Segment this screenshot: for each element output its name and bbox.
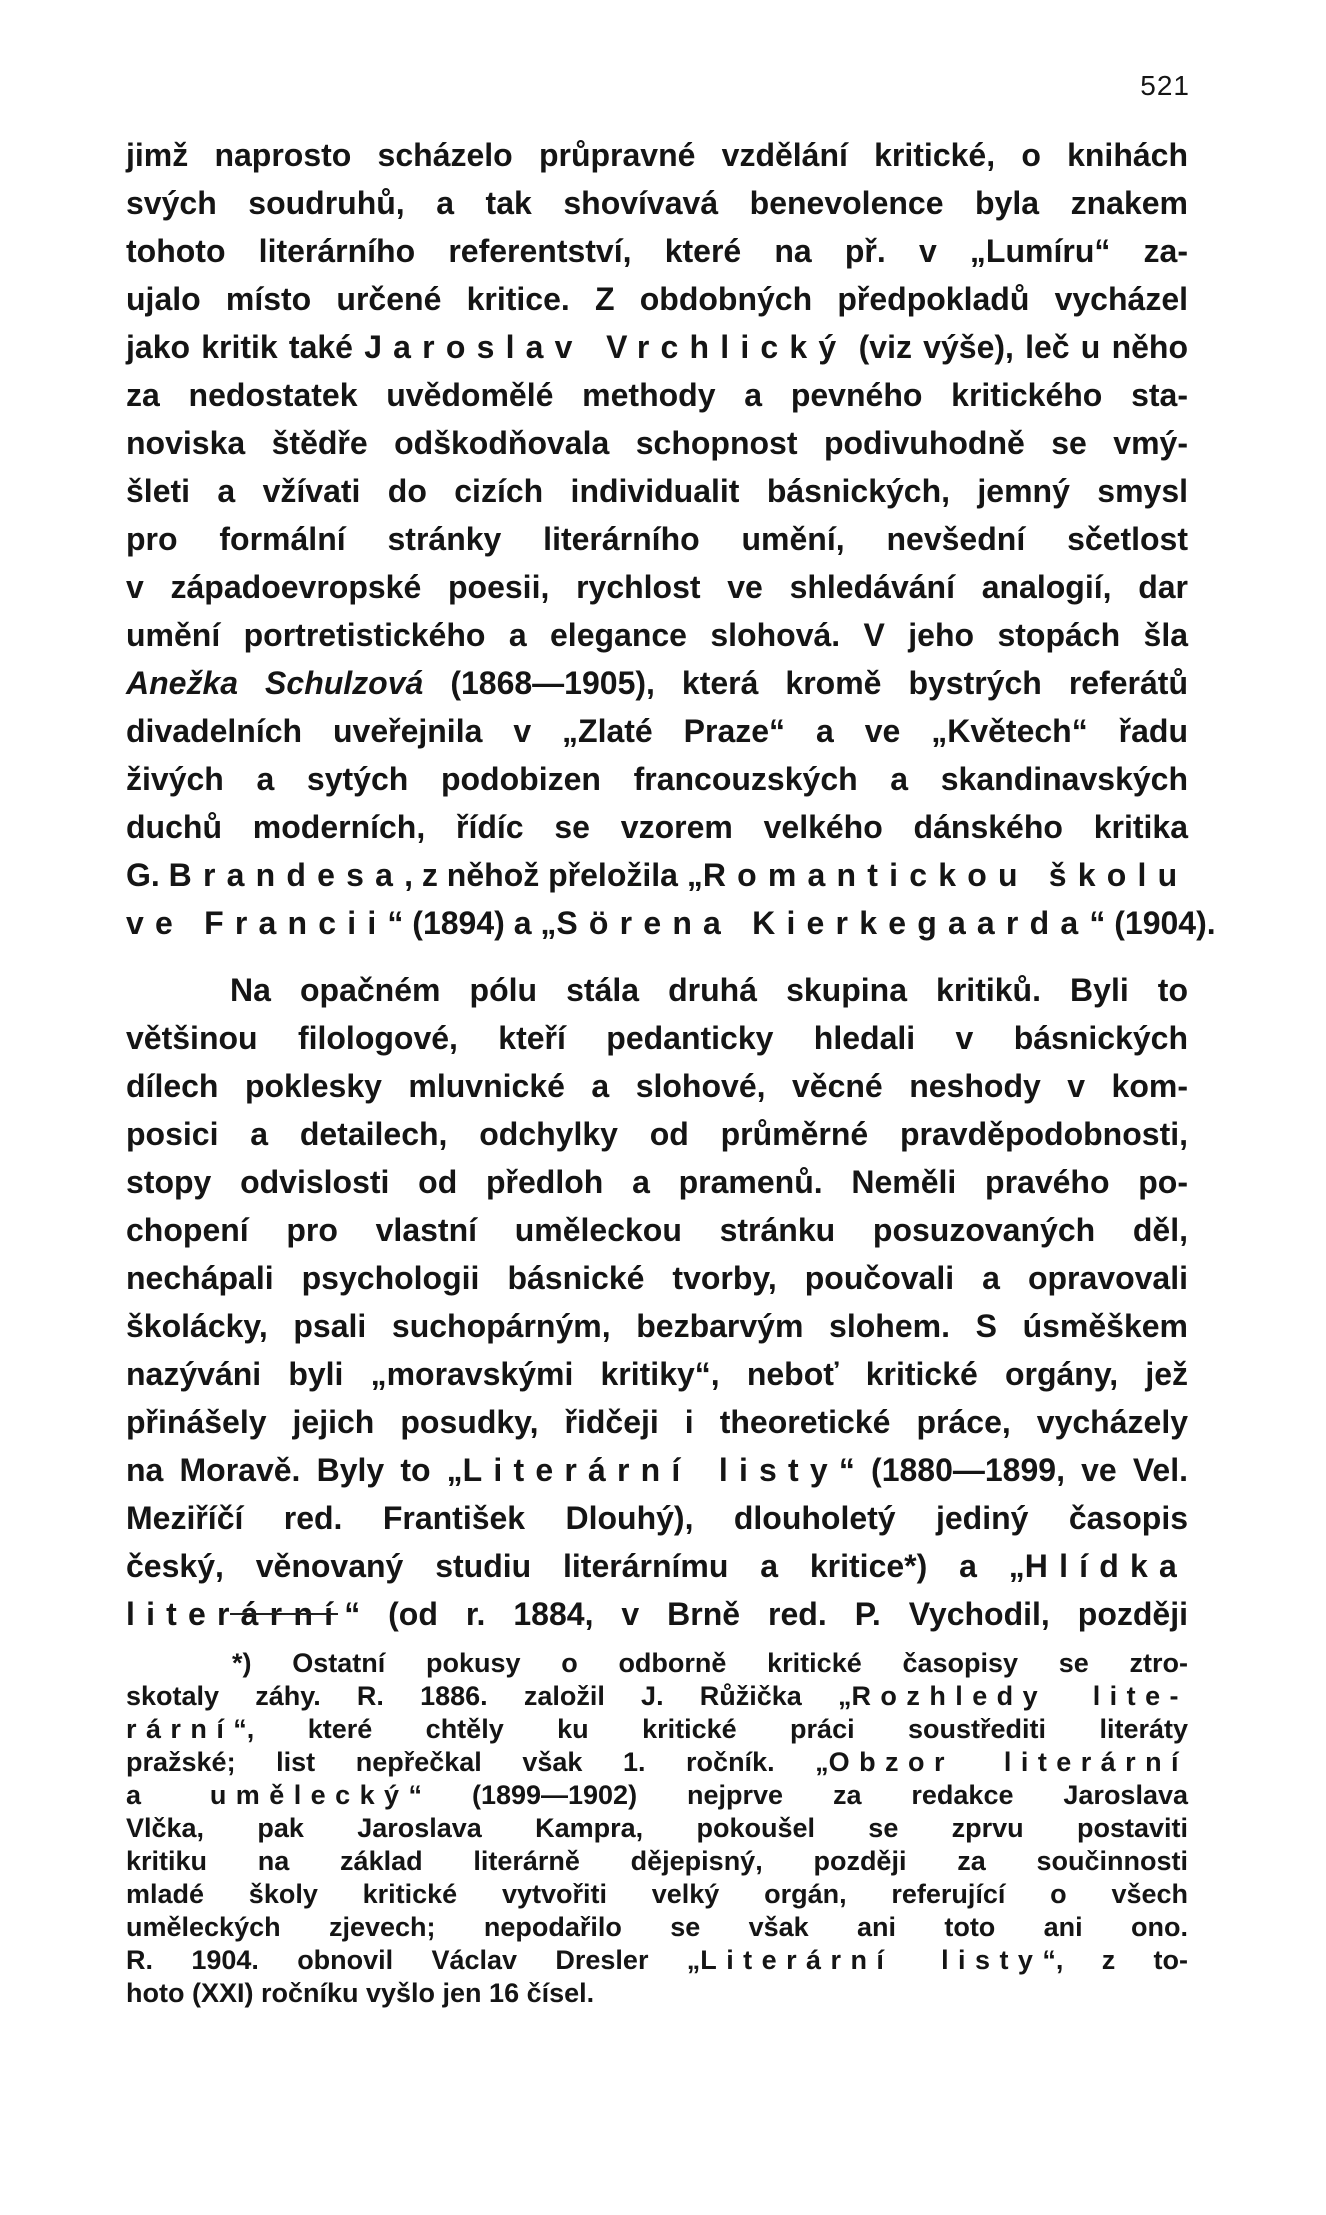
text-line: dílech poklesky mluvnické a slohové, věcné neshody v kom- <box>126 1068 1188 1104</box>
text-segment: G. <box>126 857 169 893</box>
footnote-line <box>126 1680 1188 1713</box>
text-line: duchů moderních, řídíc se vzorem velkého dánského kritika <box>126 809 1188 845</box>
text-segment: “ (1894) a „ <box>387 905 557 941</box>
spaced-title: Obzor literární <box>828 1747 1189 1777</box>
footnote-line: uměleckých zjevech; nepodařilo se však ani toto ani ono. <box>126 1912 1188 1942</box>
text-line: chopení pro vlastní uměleckou stránku posuzovaných děl, <box>126 1212 1188 1248</box>
spaced-title: Romantickou školu <box>702 857 1189 893</box>
text-line: nechápali psychologii básnické tvorby, poučovali a opravovali <box>126 1260 1188 1296</box>
text-line: nazýváni byli „moravskými kritiky“, neboť kritické orgány, jež <box>126 1356 1188 1392</box>
spaced-title: Sörena Kierkegaarda <box>556 905 1090 941</box>
text-segment: jako kritik také <box>126 329 365 365</box>
text-line: stopy odvislosti od předloh a pramenů. Neměli pravého po- <box>126 1164 1188 1200</box>
text-segment: “, které chtěly ku kritické práci soustřediti literáty <box>233 1714 1188 1744</box>
text-segment: “ (1880—1899, ve Vel. <box>838 1452 1189 1488</box>
text-segment: český, věnovaný studiu literárnímu a kritice*) a „ <box>126 1548 1025 1584</box>
text-segment: na Moravě. Byly to „ <box>126 1452 463 1488</box>
spaced-title: a umělecký <box>126 1780 409 1810</box>
text-line: Meziříčí red. František Dlouhý), dlouholetý jediný časopis <box>126 1500 1188 1536</box>
footnote-line <box>126 1779 1188 1812</box>
text-line: za nedostatek uvědomělé methody a pevného kritického sta- <box>126 377 1188 413</box>
spaced-title: Literární listy <box>462 1452 839 1488</box>
text-segment: skotaly záhy. R. 1886. založil J. Růžička „ <box>126 1681 852 1711</box>
spaced-title: literární <box>126 1596 345 1632</box>
spaced-title: rární <box>126 1714 234 1744</box>
text-line <box>126 851 1188 899</box>
text-line: v západoevropské poesii, rychlost ve shledávání analogií, dar <box>126 569 1188 605</box>
text-line: Na opačném pólu stála druhá skupina kritiků. Byli to <box>230 972 1188 1008</box>
footnote-line <box>126 1746 1188 1779</box>
spaced-author-name: Jaroslav Vrchlický <box>364 329 848 365</box>
text-line: svých soudruhů, a tak shovívavá benevolence byla znakem <box>126 185 1188 221</box>
text-line <box>126 659 1188 707</box>
text-line: pro formální stránky literárního umění, nevšední sčetlost <box>126 521 1188 557</box>
footnote-line <box>126 1713 1188 1746</box>
text-line: ujalo místo určené kritice. Z obdobných předpokladů vycházel <box>126 281 1188 317</box>
text-line: školácky, psali suchopárným, bezbarvým slohem. S úsměškem <box>126 1308 1188 1344</box>
text-line: tohoto literárního referentství, které na př. v „Lumíru“ za- <box>126 233 1188 269</box>
text-line <box>126 899 1216 947</box>
text-segment: (viz výše), leč u něho <box>847 329 1189 365</box>
text-segment: pražské; list nepřečkal však 1. ročník. „ <box>126 1747 829 1777</box>
spaced-title: Hlídka <box>1024 1548 1188 1584</box>
text-segment: , z něhož přeložila „ <box>404 857 703 893</box>
text-segment: “ (1904). <box>1089 905 1216 941</box>
text-line: většinou filologové, kteří pedanticky hledali v básnických <box>126 1020 1188 1056</box>
text-segment: “ (od r. 1884, v Brně red. P. Vychodil, později <box>344 1596 1188 1632</box>
text-line: noviska štědře odškodňovala schopnost podivuhodně se vmý- <box>126 425 1188 461</box>
footnote-line: *) Ostatní pokusy o odborně kritické časopisy se ztro- <box>232 1648 1188 1678</box>
spaced-title: Literární listy <box>700 1945 1043 1975</box>
page-number: 521 <box>1140 70 1190 101</box>
spaced-name: Brandesa <box>168 857 405 893</box>
text-line: přinášely jejich posudky, řidčeji i theoretické práce, vycházely <box>126 1404 1188 1440</box>
footnote-line: Vlčka, pak Jaroslava Kampra, pokoušel se zprvu postaviti <box>126 1813 1188 1843</box>
italic-author-name: Anežka Schulzová <box>126 665 424 701</box>
text-segment: R. 1904. obnovil Václav Dresler „ <box>126 1945 701 1975</box>
footnote-line: kritiku na základ literárně dějepisný, později za součinnosti <box>126 1846 1188 1876</box>
text-line <box>126 1446 1188 1494</box>
text-line: umění portretistického a elegance slohová. V jeho stopách šla <box>126 617 1188 653</box>
text-segment: “ (1899—1902) nejprve za redakce Jaroslava <box>408 1780 1188 1810</box>
text-segment: “, z to- <box>1042 1945 1188 1975</box>
text-line: posici a detailech, odchylky od průměrné pravděpodobnosti, <box>126 1116 1188 1152</box>
footnote-line: mladé školy kritické vytvořiti velký orgán, referující o všech <box>126 1879 1188 1909</box>
text-segment: (1868—1905), která kromě bystrých referátů <box>423 665 1189 701</box>
spaced-title: ve Francii <box>126 905 388 941</box>
text-line: jimž naprosto scházelo průpravné vzdělání kritické, o knihách <box>126 137 1188 173</box>
footnote-separator <box>230 1613 338 1615</box>
text-line <box>126 1542 1188 1590</box>
footnote-line: hoto (XXI) ročníku vyšlo jen 16 čísel. <box>126 1978 595 2008</box>
text-line: divadelních uveřejnila v „Zlaté Praze“ a ve „Květech“ řadu <box>126 713 1188 749</box>
footnote-line <box>126 1944 1188 1977</box>
spaced-title: Rozhledy lite- <box>851 1681 1188 1711</box>
text-line: živých a sytých podobizen francouzských a skandinavských <box>126 761 1188 797</box>
text-line: šleti a vžívati do cizích individualit básnických, jemný smysl <box>126 473 1188 509</box>
text-line <box>126 323 1188 371</box>
